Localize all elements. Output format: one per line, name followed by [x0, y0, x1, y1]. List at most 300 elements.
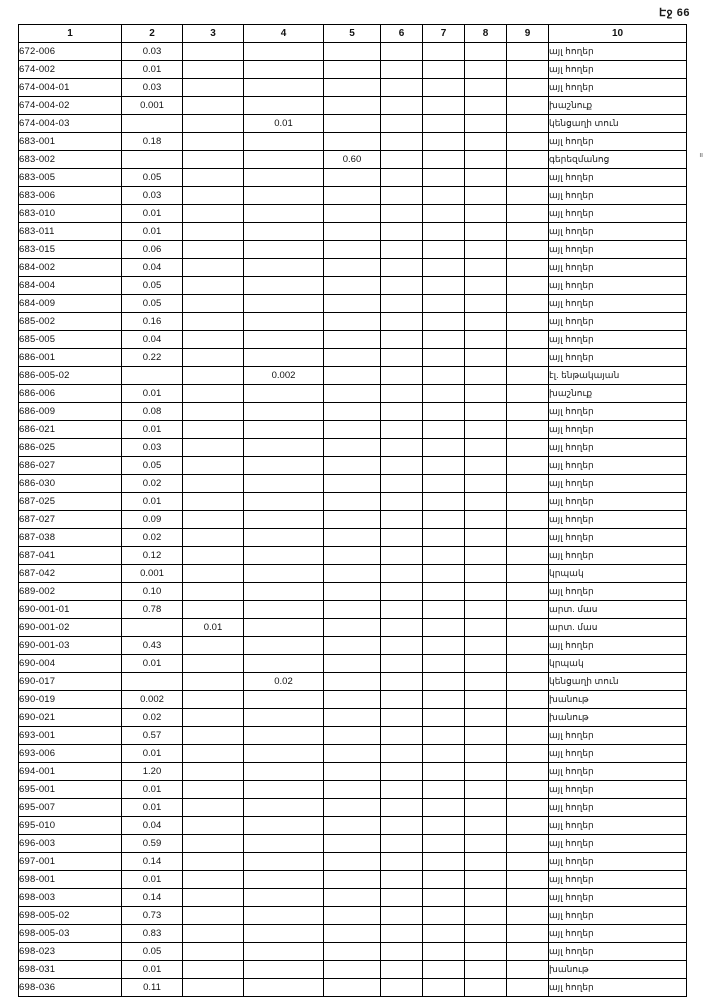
cell-value-7 — [423, 349, 465, 367]
cell-value-8 — [465, 403, 507, 421]
cell-value-7 — [423, 43, 465, 61]
cell-value-2 — [122, 367, 183, 385]
cell-parcel-code: 685-002 — [19, 313, 122, 331]
cell-value-8 — [465, 655, 507, 673]
cell-value-5 — [324, 133, 381, 151]
cell-value-9 — [507, 151, 549, 169]
cell-parcel-code: 690-017 — [19, 673, 122, 691]
cell-value-9 — [507, 115, 549, 133]
cell-value-7 — [423, 655, 465, 673]
cell-value-5 — [324, 475, 381, 493]
cell-value-9 — [507, 187, 549, 205]
cell-value-7 — [423, 259, 465, 277]
cell-value-8 — [465, 277, 507, 295]
cell-value-9 — [507, 655, 549, 673]
cell-value-2: 0.03 — [122, 439, 183, 457]
cell-value-8 — [465, 151, 507, 169]
cell-value-2: 0.02 — [122, 475, 183, 493]
cell-value-3 — [183, 979, 244, 997]
cell-value-2: 0.05 — [122, 943, 183, 961]
table-row — [19, 313, 687, 331]
cell-value-9 — [507, 637, 549, 655]
cell-value-8 — [465, 745, 507, 763]
cell-value-9 — [507, 403, 549, 421]
cell-parcel-code: 687-038 — [19, 529, 122, 547]
cell-value-6 — [381, 889, 423, 907]
cell-parcel-code: 686-009 — [19, 403, 122, 421]
cell-value-2: 0.11 — [122, 979, 183, 997]
cell-value-9 — [507, 871, 549, 889]
cell-value-6 — [381, 295, 423, 313]
cell-value-8 — [465, 943, 507, 961]
cell-value-4: 0.01 — [244, 115, 324, 133]
cell-value-8 — [465, 709, 507, 727]
cell-value-7 — [423, 547, 465, 565]
cell-value-3 — [183, 601, 244, 619]
cell-value-5: 0.60 — [324, 151, 381, 169]
table-row — [19, 97, 687, 115]
cell-value-2: 0.01 — [122, 871, 183, 889]
cell-value-4 — [244, 583, 324, 601]
cell-value-9 — [507, 925, 549, 943]
cell-value-9 — [507, 745, 549, 763]
cell-value-9 — [507, 853, 549, 871]
cell-value-8 — [465, 727, 507, 745]
cell-value-7 — [423, 205, 465, 223]
cell-value-5 — [324, 979, 381, 997]
cell-parcel-code: 697-001 — [19, 853, 122, 871]
cell-value-3 — [183, 529, 244, 547]
cell-value-5 — [324, 205, 381, 223]
cell-parcel-code: 683-006 — [19, 187, 122, 205]
cell-value-6 — [381, 637, 423, 655]
cell-value-2: 0.03 — [122, 79, 183, 97]
cell-value-5 — [324, 403, 381, 421]
table-header-row — [19, 25, 687, 43]
cell-value-3 — [183, 475, 244, 493]
cell-value-6 — [381, 61, 423, 79]
cell-value-5 — [324, 907, 381, 925]
cell-value-3 — [183, 943, 244, 961]
cell-value-9 — [507, 277, 549, 295]
cell-value-8 — [465, 43, 507, 61]
cell-land-type: այլ հողեր — [549, 493, 687, 511]
column-header-4: 4 — [244, 25, 324, 43]
cell-parcel-code: 698-023 — [19, 943, 122, 961]
cell-value-2 — [122, 673, 183, 691]
table-row — [19, 565, 687, 583]
cell-value-6 — [381, 169, 423, 187]
cell-value-7 — [423, 313, 465, 331]
cell-land-type: այլ հողեր — [549, 637, 687, 655]
cell-value-4 — [244, 403, 324, 421]
cell-value-4 — [244, 871, 324, 889]
cell-value-7 — [423, 169, 465, 187]
cell-value-3 — [183, 925, 244, 943]
table-row — [19, 799, 687, 817]
cell-value-7 — [423, 475, 465, 493]
column-header-10: 10 — [549, 25, 687, 43]
cell-value-7 — [423, 133, 465, 151]
cell-parcel-code: 683-015 — [19, 241, 122, 259]
cell-value-3 — [183, 367, 244, 385]
cell-value-4 — [244, 421, 324, 439]
cell-land-type: այլ հողեր — [549, 907, 687, 925]
table-row — [19, 889, 687, 907]
cell-parcel-code: 695-007 — [19, 799, 122, 817]
cell-value-4 — [244, 889, 324, 907]
cell-value-8 — [465, 817, 507, 835]
cell-value-8 — [465, 601, 507, 619]
cell-land-type: կրպակ — [549, 565, 687, 583]
cell-land-type: այլ հողեր — [549, 421, 687, 439]
cell-value-4 — [244, 547, 324, 565]
table-row — [19, 907, 687, 925]
cell-value-4 — [244, 745, 324, 763]
cell-value-2: 0.04 — [122, 817, 183, 835]
cell-land-type: արտ. մաս — [549, 601, 687, 619]
cell-value-4 — [244, 565, 324, 583]
table-row — [19, 583, 687, 601]
cell-value-8 — [465, 241, 507, 259]
cell-value-7 — [423, 403, 465, 421]
table-row — [19, 133, 687, 151]
cell-parcel-code: 690-001-02 — [19, 619, 122, 637]
cell-land-type: խաշնուք — [549, 385, 687, 403]
cell-value-6 — [381, 907, 423, 925]
cell-value-7 — [423, 61, 465, 79]
cell-value-9 — [507, 835, 549, 853]
cell-value-4 — [244, 313, 324, 331]
cell-value-3 — [183, 97, 244, 115]
cell-value-7 — [423, 511, 465, 529]
cell-value-9 — [507, 547, 549, 565]
cell-value-8 — [465, 349, 507, 367]
cell-parcel-code: 684-009 — [19, 295, 122, 313]
cell-land-type: այլ հողեր — [549, 295, 687, 313]
cell-land-type: այլ հողեր — [549, 457, 687, 475]
cell-land-type: այլ հողեր — [549, 781, 687, 799]
cell-value-4 — [244, 439, 324, 457]
cell-value-3 — [183, 547, 244, 565]
cell-value-2: 0.14 — [122, 853, 183, 871]
table-row — [19, 817, 687, 835]
cell-value-6 — [381, 943, 423, 961]
cell-value-3 — [183, 763, 244, 781]
cell-value-5 — [324, 817, 381, 835]
cell-value-9 — [507, 907, 549, 925]
cell-value-7 — [423, 925, 465, 943]
cell-land-type: այլ հողեր — [549, 979, 687, 997]
cell-value-3 — [183, 655, 244, 673]
cell-land-type: այլ հողեր — [549, 79, 687, 97]
cell-value-9 — [507, 709, 549, 727]
cell-value-6 — [381, 313, 423, 331]
column-header-6: 6 — [381, 25, 423, 43]
cell-land-type: կենցաղի տուն — [549, 673, 687, 691]
cell-land-type: կենցաղի տուն — [549, 115, 687, 133]
cell-value-9 — [507, 241, 549, 259]
cell-value-2: 0.01 — [122, 799, 183, 817]
cell-value-4 — [244, 835, 324, 853]
cell-value-7 — [423, 385, 465, 403]
cell-value-8 — [465, 367, 507, 385]
cell-value-4 — [244, 133, 324, 151]
table-row — [19, 493, 687, 511]
cell-value-4 — [244, 223, 324, 241]
cell-value-5 — [324, 277, 381, 295]
cell-parcel-code: 695-001 — [19, 781, 122, 799]
cell-value-2 — [122, 619, 183, 637]
cell-value-7 — [423, 835, 465, 853]
cell-value-4 — [244, 709, 324, 727]
cell-value-8 — [465, 79, 507, 97]
cell-land-type: այլ հողեր — [549, 475, 687, 493]
cell-value-5 — [324, 655, 381, 673]
cell-value-5 — [324, 619, 381, 637]
cell-value-7 — [423, 619, 465, 637]
cell-value-2: 0.09 — [122, 511, 183, 529]
cell-value-2: 0.02 — [122, 709, 183, 727]
cell-land-type: այլ հողեր — [549, 583, 687, 601]
cell-value-3 — [183, 457, 244, 475]
cell-value-9 — [507, 349, 549, 367]
cell-land-type: այլ հողեր — [549, 169, 687, 187]
cell-value-5 — [324, 709, 381, 727]
table-row — [19, 835, 687, 853]
cell-value-4 — [244, 925, 324, 943]
cell-value-4 — [244, 187, 324, 205]
cell-value-3 — [183, 961, 244, 979]
cell-parcel-code: 683-011 — [19, 223, 122, 241]
cell-value-5 — [324, 385, 381, 403]
cell-parcel-code: 687-041 — [19, 547, 122, 565]
table-row — [19, 223, 687, 241]
cell-value-2: 0.01 — [122, 655, 183, 673]
table-row — [19, 547, 687, 565]
cell-parcel-code: 684-004 — [19, 277, 122, 295]
cell-value-3 — [183, 295, 244, 313]
cell-value-9 — [507, 205, 549, 223]
table-row — [19, 385, 687, 403]
cell-value-4 — [244, 205, 324, 223]
cell-value-2: 0.18 — [122, 133, 183, 151]
cell-value-2: 0.03 — [122, 187, 183, 205]
cell-value-8 — [465, 493, 507, 511]
cell-land-type: էլ. ենթակայան — [549, 367, 687, 385]
cell-value-5 — [324, 871, 381, 889]
cell-value-2: 0.01 — [122, 385, 183, 403]
table-row — [19, 475, 687, 493]
cell-value-7 — [423, 709, 465, 727]
cell-land-type: այլ հողեր — [549, 43, 687, 61]
cell-value-5 — [324, 367, 381, 385]
cell-value-5 — [324, 421, 381, 439]
cell-parcel-code: 690-001-01 — [19, 601, 122, 619]
cell-value-4 — [244, 79, 324, 97]
cell-value-8 — [465, 835, 507, 853]
cell-value-8 — [465, 889, 507, 907]
cell-value-8 — [465, 205, 507, 223]
cell-parcel-code: 698-003 — [19, 889, 122, 907]
cell-value-8 — [465, 439, 507, 457]
table-row — [19, 43, 687, 61]
cell-parcel-code: 674-004-03 — [19, 115, 122, 133]
cell-parcel-code: 683-002 — [19, 151, 122, 169]
cell-value-6 — [381, 385, 423, 403]
table-row — [19, 529, 687, 547]
cell-parcel-code: 698-036 — [19, 979, 122, 997]
cell-value-3 — [183, 331, 244, 349]
cell-value-2: 1.20 — [122, 763, 183, 781]
cell-value-4 — [244, 511, 324, 529]
cell-value-2: 0.57 — [122, 727, 183, 745]
cell-value-4 — [244, 493, 324, 511]
cell-value-4 — [244, 295, 324, 313]
cell-value-6 — [381, 673, 423, 691]
cell-value-3 — [183, 817, 244, 835]
cell-value-3 — [183, 637, 244, 655]
cell-parcel-code: 690-001-03 — [19, 637, 122, 655]
cell-value-5 — [324, 763, 381, 781]
cell-value-3 — [183, 115, 244, 133]
cell-value-6 — [381, 187, 423, 205]
cell-land-type: արտ. մաս — [549, 619, 687, 637]
cell-value-4 — [244, 601, 324, 619]
cell-value-4 — [244, 97, 324, 115]
cell-value-8 — [465, 97, 507, 115]
cell-value-7 — [423, 115, 465, 133]
cell-value-3 — [183, 907, 244, 925]
cell-value-2: 0.12 — [122, 547, 183, 565]
cell-value-3 — [183, 421, 244, 439]
cell-value-5 — [324, 799, 381, 817]
cell-value-2: 0.001 — [122, 565, 183, 583]
cell-value-6 — [381, 457, 423, 475]
column-header-1: 1 — [19, 25, 122, 43]
cell-value-4 — [244, 169, 324, 187]
table-row — [19, 421, 687, 439]
cell-land-type: այլ հողեր — [549, 331, 687, 349]
table-row — [19, 511, 687, 529]
cell-value-7 — [423, 673, 465, 691]
cell-value-6 — [381, 529, 423, 547]
cell-value-3 — [183, 385, 244, 403]
cell-value-8 — [465, 583, 507, 601]
cell-value-7 — [423, 277, 465, 295]
cell-value-6 — [381, 727, 423, 745]
cell-value-9 — [507, 943, 549, 961]
cell-land-type: այլ հողեր — [549, 277, 687, 295]
cell-value-2: 0.002 — [122, 691, 183, 709]
cell-value-5 — [324, 673, 381, 691]
cell-value-5 — [324, 889, 381, 907]
cell-value-5 — [324, 97, 381, 115]
cell-value-4 — [244, 385, 324, 403]
table-body — [19, 43, 687, 997]
cell-parcel-code: 690-021 — [19, 709, 122, 727]
cell-land-type: այլ հողեր — [549, 259, 687, 277]
cell-value-8 — [465, 565, 507, 583]
cell-value-2: 0.05 — [122, 457, 183, 475]
cell-value-7 — [423, 493, 465, 511]
cell-parcel-code: 686-005-02 — [19, 367, 122, 385]
table-row — [19, 241, 687, 259]
table-row — [19, 943, 687, 961]
cell-value-7 — [423, 745, 465, 763]
cell-value-8 — [465, 979, 507, 997]
cell-value-9 — [507, 817, 549, 835]
cell-value-5 — [324, 961, 381, 979]
cell-land-type: այլ հողեր — [549, 205, 687, 223]
cell-land-type: այլ հողեր — [549, 133, 687, 151]
table-row — [19, 781, 687, 799]
cell-value-3 — [183, 871, 244, 889]
cell-value-7 — [423, 187, 465, 205]
cell-value-3 — [183, 799, 244, 817]
cell-value-6 — [381, 835, 423, 853]
cell-value-3 — [183, 277, 244, 295]
cell-value-3 — [183, 565, 244, 583]
cell-value-6 — [381, 349, 423, 367]
cell-value-8 — [465, 115, 507, 133]
table-row — [19, 115, 687, 133]
cell-value-2: 0.01 — [122, 745, 183, 763]
table-row — [19, 295, 687, 313]
cell-value-9 — [507, 529, 549, 547]
table-row — [19, 637, 687, 655]
cell-value-8 — [465, 619, 507, 637]
cell-value-3 — [183, 79, 244, 97]
cell-land-type: գերեզմանոց — [549, 151, 687, 169]
cell-value-9 — [507, 673, 549, 691]
cell-value-8 — [465, 547, 507, 565]
cell-land-type: այլ հողեր — [549, 835, 687, 853]
cell-value-4: 0.002 — [244, 367, 324, 385]
cell-value-9 — [507, 97, 549, 115]
column-header-5: 5 — [324, 25, 381, 43]
cell-parcel-code: 696-003 — [19, 835, 122, 853]
table-row — [19, 367, 687, 385]
cell-value-4 — [244, 727, 324, 745]
cell-value-5 — [324, 691, 381, 709]
cell-value-7 — [423, 421, 465, 439]
cell-parcel-code: 683-001 — [19, 133, 122, 151]
cell-value-4 — [244, 691, 324, 709]
cell-land-type: այլ հողեր — [549, 889, 687, 907]
cell-parcel-code: 686-025 — [19, 439, 122, 457]
cell-value-4 — [244, 817, 324, 835]
cell-value-6 — [381, 97, 423, 115]
table-row — [19, 691, 687, 709]
cell-land-type: այլ հողեր — [549, 799, 687, 817]
cell-value-3 — [183, 835, 244, 853]
cell-value-8 — [465, 421, 507, 439]
cell-value-8 — [465, 853, 507, 871]
cell-value-6 — [381, 133, 423, 151]
cell-value-7 — [423, 871, 465, 889]
cell-value-3 — [183, 439, 244, 457]
cell-value-7 — [423, 979, 465, 997]
cell-value-9 — [507, 583, 549, 601]
cell-value-9 — [507, 223, 549, 241]
cell-value-2: 0.01 — [122, 205, 183, 223]
cell-value-3 — [183, 259, 244, 277]
cell-value-9 — [507, 781, 549, 799]
cell-value-6 — [381, 565, 423, 583]
cell-value-3 — [183, 133, 244, 151]
cell-value-9 — [507, 421, 549, 439]
